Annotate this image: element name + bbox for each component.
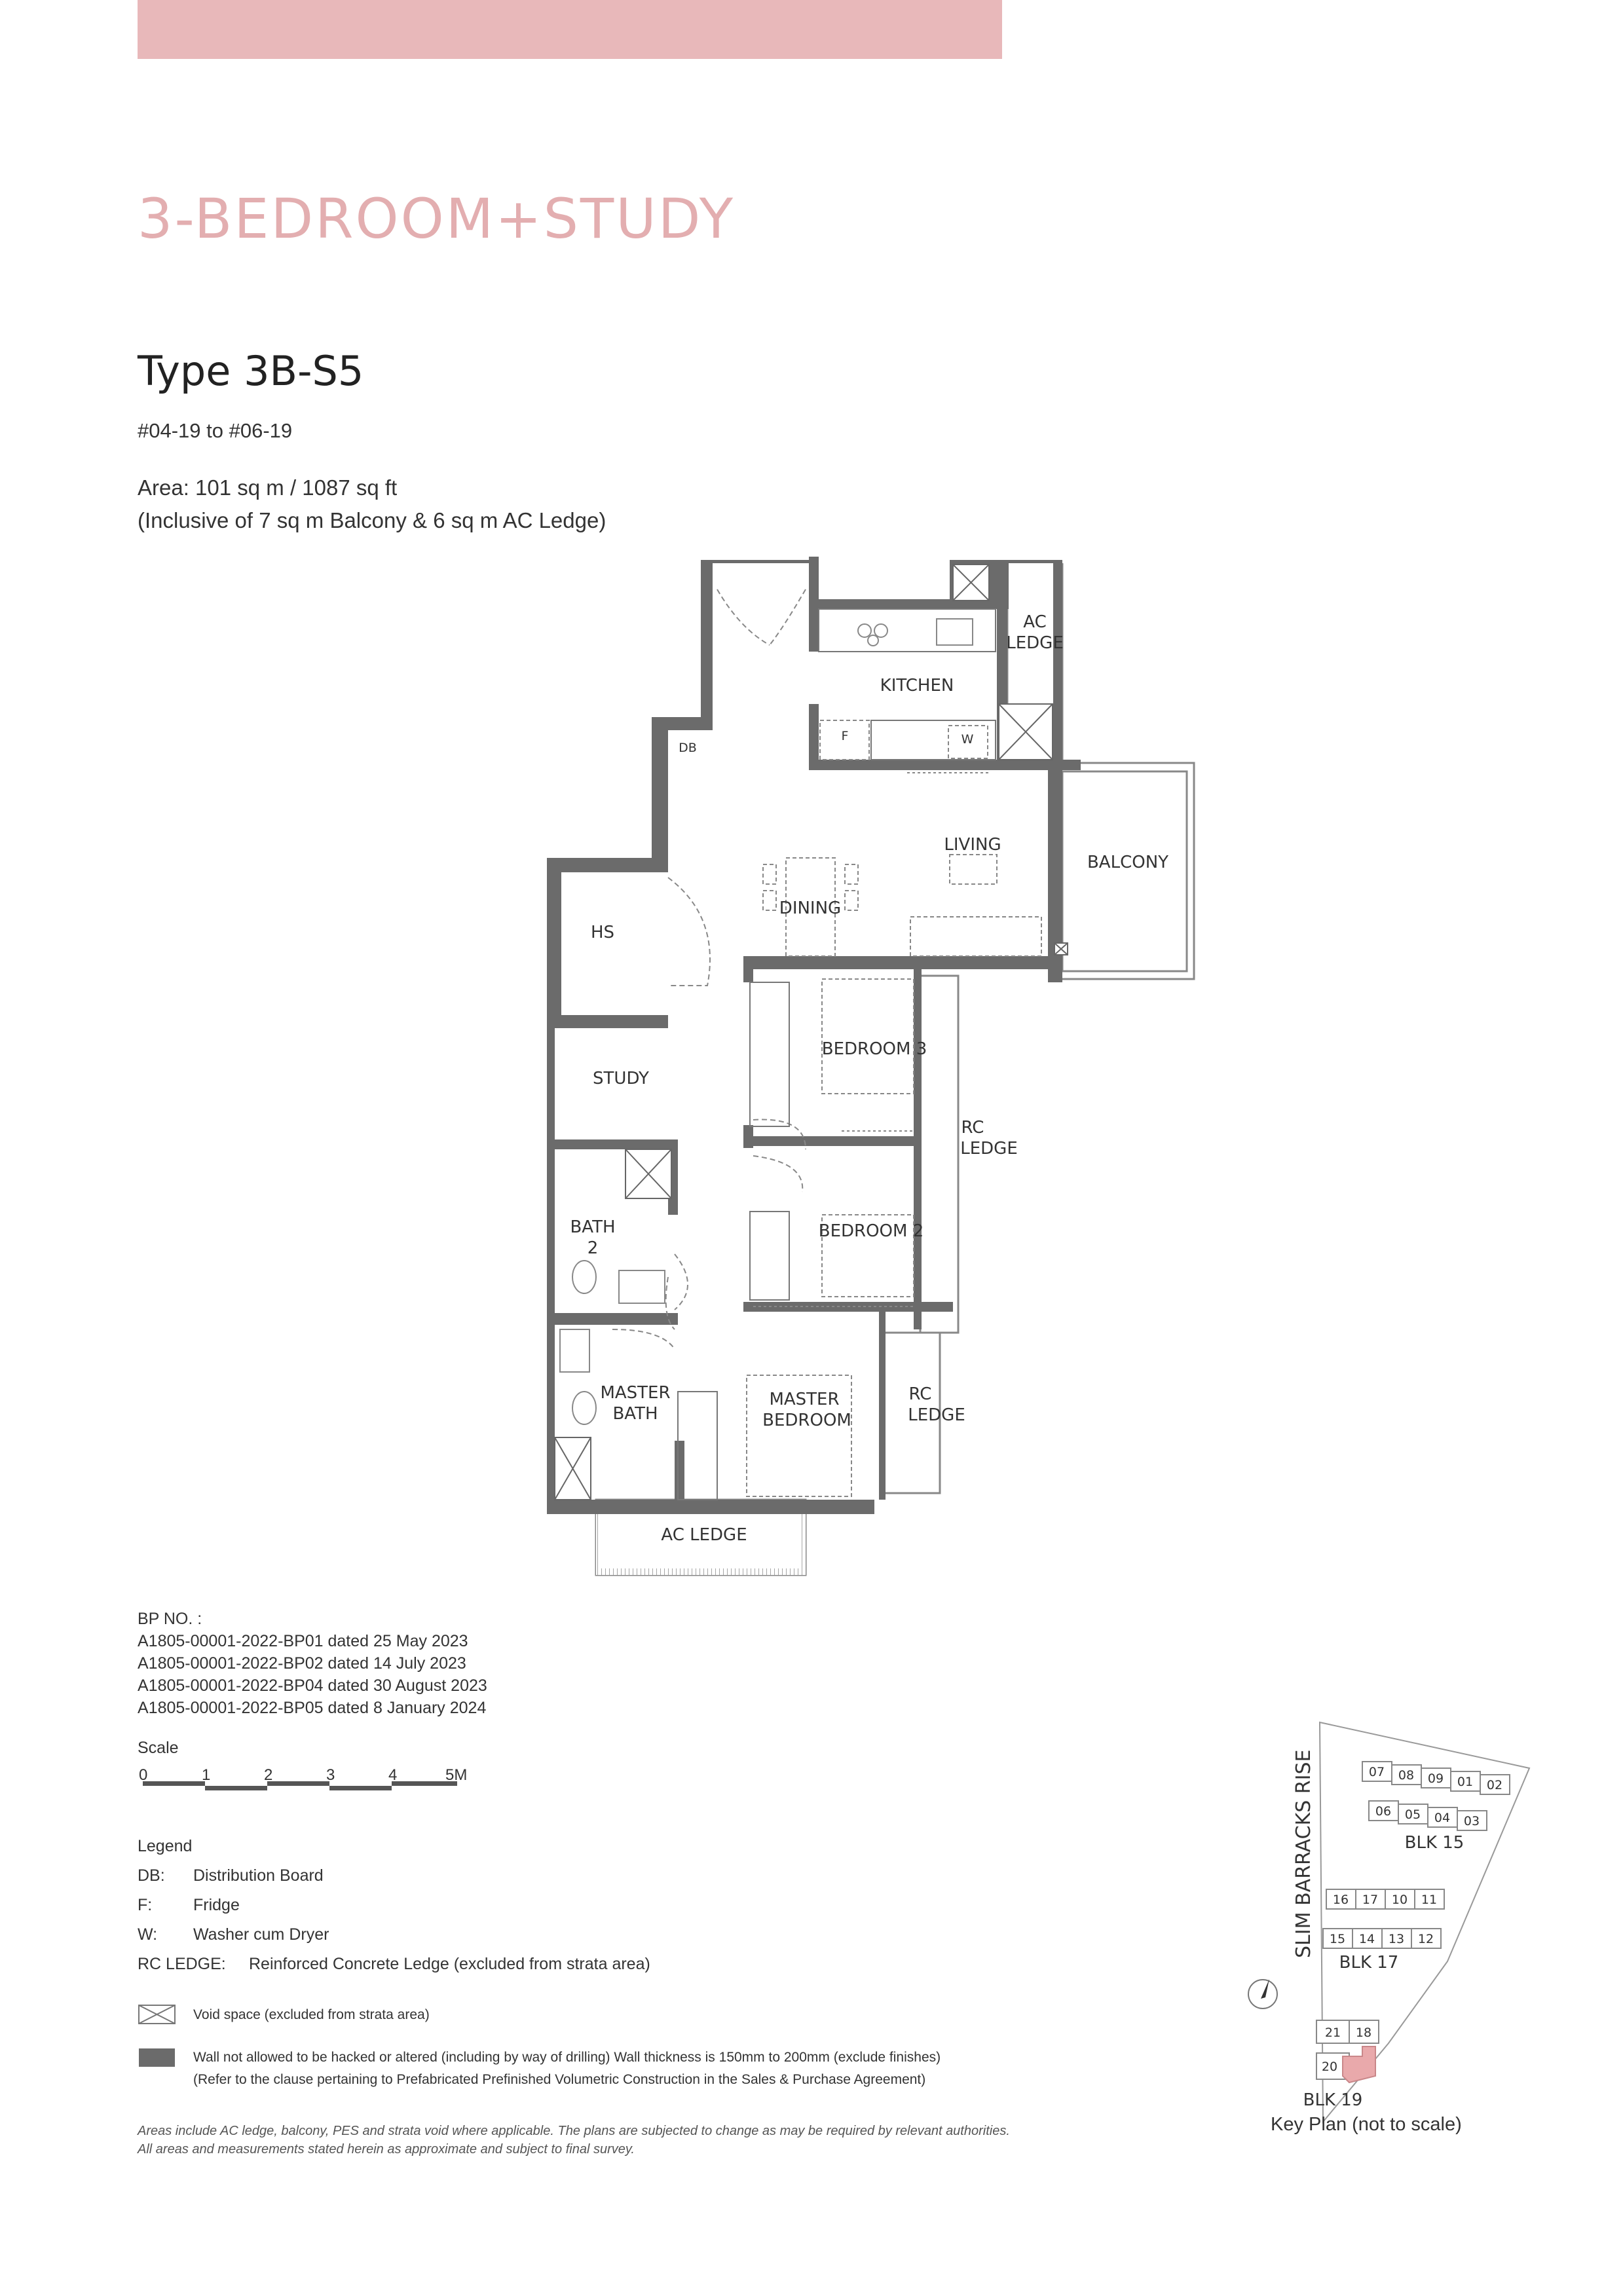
svg-text:17: 17	[1362, 1893, 1379, 1907]
svg-text:16: 16	[1332, 1893, 1349, 1907]
scale-bar	[143, 1781, 457, 1790]
keyplan-blk15-label: BLK 15	[1404, 1833, 1464, 1853]
bp-title: BP NO. :	[138, 1610, 202, 1628]
bp-line: A1805-00001-2022-BP02 dated 14 July 2023	[138, 1654, 466, 1673]
bp-line: A1805-00001-2022-BP04 dated 30 August 2023	[138, 1676, 487, 1695]
legend-wall-text: Wall not allowed to be hacked or altered (including by way of drilling) Wall thickness is 150mm to 200mm (exclude finishes) (Refer to the clause pertaining to Prefabricated Prefinished Volumetric Construction in the Sales & Purchase Agreement)	[193, 2050, 941, 2087]
svg-text:13: 13	[1388, 1932, 1405, 1946]
label-washer: W	[961, 732, 974, 747]
label-bedroom-3: BEDROOM 3	[821, 1039, 927, 1059]
label-living: LIVING	[944, 835, 1001, 855]
label-rc-ledge: LEDGE	[908, 1405, 965, 1425]
legend-item: DB: Distribution Board	[138, 1866, 324, 1885]
unit-category: 3-BEDROOM+STUDY	[138, 187, 736, 251]
label-db: DB	[679, 741, 697, 755]
bp-line: A1805-00001-2022-BP05 dated 8 January 2024	[138, 1699, 487, 1717]
area-line: Area: 101 sq m / 1087 sq ft	[138, 475, 398, 500]
keyplan-blk17-label: BLK 17	[1339, 1953, 1399, 1972]
label-ac-ledge: LEDGE	[1006, 633, 1064, 653]
svg-text:20: 20	[1321, 2060, 1338, 2074]
label-dining: DINING	[779, 898, 842, 918]
svg-text:01: 01	[1457, 1775, 1474, 1789]
highlighted-unit	[1343, 2046, 1375, 2083]
label-master-bath: BATH	[612, 1404, 658, 1424]
legend-item: F: Fridge	[138, 1896, 240, 1914]
label-ac-ledge: AC LEDGE	[661, 1525, 747, 1545]
keyplan-blk19-label: BLK 19	[1303, 2090, 1363, 2110]
svg-text:02: 02	[1486, 1778, 1503, 1792]
keyplan-road-label: SLIM BARRACKS RISE	[1292, 1749, 1315, 1958]
svg-text:11: 11	[1421, 1893, 1438, 1907]
label-rc-ledge: RC	[908, 1384, 932, 1404]
keyplan-caption: Key Plan (not to scale)	[1271, 2114, 1462, 2135]
svg-text:07: 07	[1368, 1765, 1385, 1779]
legend-item: RC LEDGE: Reinforced Concrete Ledge (excluded from strata area)	[138, 1955, 650, 1973]
scale-label: 0	[139, 1766, 148, 1784]
bp-line: A1805-00001-2022-BP01 dated 25 May 2023	[138, 1632, 468, 1650]
svg-text:08: 08	[1398, 1768, 1415, 1783]
label-ac-ledge: AC	[1023, 612, 1047, 632]
walls	[547, 557, 1081, 1514]
doors-and-fixtures	[560, 589, 1041, 1500]
label-master-bedroom: BEDROOM	[762, 1411, 851, 1430]
scale-label: 1	[202, 1766, 211, 1784]
label-balcony: BALCONY	[1087, 853, 1169, 872]
label-kitchen: KITCHEN	[880, 676, 954, 695]
svg-text:15: 15	[1329, 1932, 1346, 1946]
svg-text:10: 10	[1391, 1893, 1408, 1907]
label-hs: HS	[590, 923, 615, 942]
scale-title: Scale	[138, 1739, 179, 1757]
north-compass-icon	[1248, 1980, 1277, 2009]
svg-text:09: 09	[1427, 1771, 1444, 1786]
label-bedroom-2: BEDROOM 2	[818, 1221, 924, 1241]
label-rc-ledge: LEDGE	[960, 1139, 1018, 1158]
svg-text:05: 05	[1404, 1807, 1421, 1822]
label-master-bedroom: MASTER	[769, 1390, 840, 1409]
svg-text:18: 18	[1355, 2026, 1372, 2040]
area-note: (Inclusive of 7 sq m Balcony & 6 sq m AC Ledge)	[138, 508, 606, 532]
label-study: STUDY	[593, 1069, 649, 1088]
scale-label: 4	[388, 1766, 398, 1784]
legend-symbols	[139, 2005, 175, 2067]
ac-ledge-railing	[596, 1568, 806, 1575]
bp-numbers	[138, 1608, 487, 1719]
svg-text:04: 04	[1434, 1811, 1451, 1825]
svg-text:21: 21	[1324, 2026, 1341, 2040]
disclaimer: Areas include AC ledge, balcony, PES and strata void where applicable. The plans are subjected to change as may be required by relevant authorities. All areas and measurements stated herein as approximate and subject to final survey.	[138, 2124, 1010, 2157]
label-fridge: F	[841, 729, 849, 743]
unit-type-title: Type 3B-S5	[138, 347, 364, 395]
scale-label: 5M	[445, 1766, 468, 1784]
ledge-outlines	[884, 563, 1194, 1493]
svg-text:12: 12	[1417, 1932, 1434, 1946]
svg-text:03: 03	[1463, 1814, 1480, 1828]
legend-void-text: Void space (excluded from strata area)	[193, 2007, 430, 2022]
scale-label: 3	[326, 1766, 335, 1784]
svg-text:06: 06	[1375, 1804, 1392, 1819]
label-bath-2: 2	[587, 1238, 599, 1258]
key-plan	[1248, 1722, 1529, 2122]
scale-label: 2	[264, 1766, 273, 1784]
legend-title: Legend	[138, 1837, 193, 1855]
label-rc-ledge: RC	[961, 1118, 984, 1138]
unit-range: #04-19 to #06-19	[138, 419, 293, 442]
label-bath-2: BATH	[570, 1217, 616, 1237]
legend-item: W: Washer cum Dryer	[138, 1925, 329, 1944]
label-master-bath: MASTER	[600, 1383, 671, 1403]
svg-text:14: 14	[1358, 1932, 1375, 1946]
